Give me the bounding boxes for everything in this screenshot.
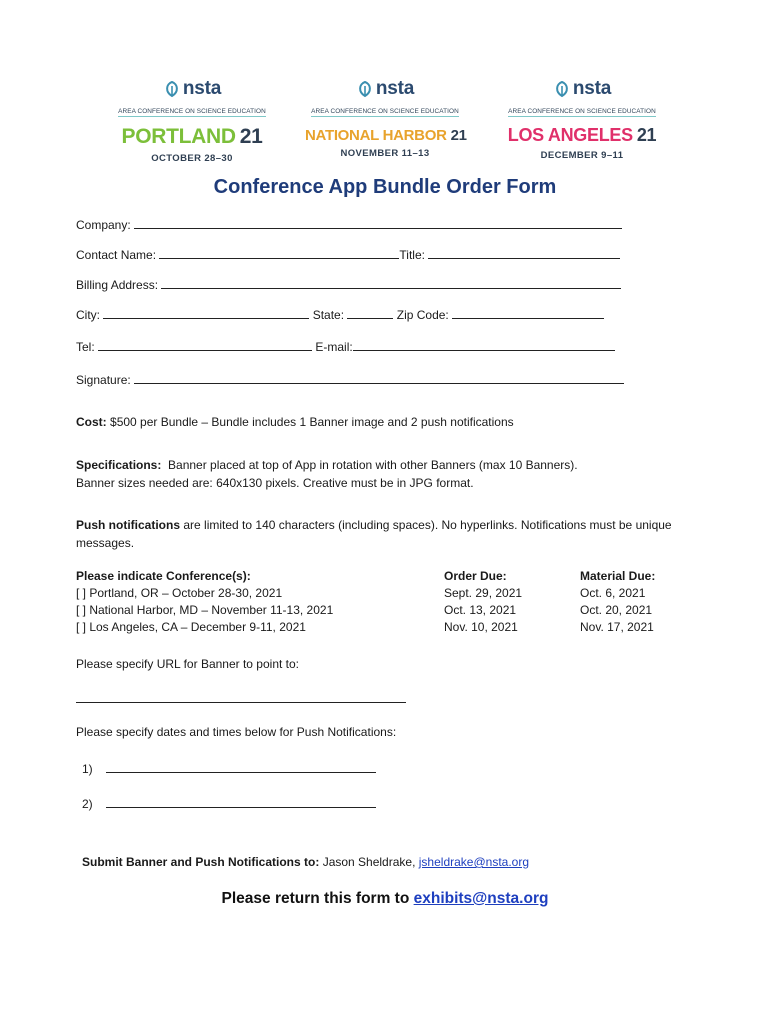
brand-name: nsta xyxy=(572,78,612,99)
event-dates: DECEMBER 9–11 xyxy=(540,150,624,161)
push-line-1 xyxy=(76,517,672,533)
event-name xyxy=(305,127,465,144)
city-field[interactable] xyxy=(103,306,309,319)
order-due-heading: Order Due: xyxy=(444,569,507,583)
submit-contact-name: Jason Sheldrake, xyxy=(322,855,416,869)
tel-field[interactable] xyxy=(98,338,312,351)
material-due-date: Oct. 20, 2021 xyxy=(580,603,653,617)
push-slot-number: 2) xyxy=(82,797,93,811)
cost-line xyxy=(76,414,514,430)
tel-label: Tel: xyxy=(76,340,95,354)
order-due-column xyxy=(444,568,522,636)
specs-label: Specifications: xyxy=(76,458,162,472)
nsta-leaf-icon xyxy=(553,80,571,98)
push-slot-2-field[interactable] xyxy=(106,795,376,808)
event-dates: OCTOBER 28–30 xyxy=(151,153,233,164)
state-field[interactable] xyxy=(347,306,393,319)
push-prompt: Please specify dates and times below for Push Notifications: xyxy=(76,725,397,739)
tagline: AREA CONFERENCE ON SCIENCE EDUCATION xyxy=(311,108,459,115)
event-city: LOS ANGELES xyxy=(507,125,633,145)
conference-option-los-angeles[interactable]: [ ] Los Angeles, CA – December 9-11, 2021 xyxy=(76,620,306,634)
billing-address-label: Billing Address: xyxy=(76,278,159,292)
contact-name-field[interactable] xyxy=(159,246,399,259)
event-name xyxy=(112,125,272,149)
push-label: Push notifications xyxy=(76,518,181,532)
cost-label: Cost: xyxy=(76,415,107,429)
order-due-date: Nov. 10, 2021 xyxy=(444,620,518,634)
conference-list xyxy=(76,568,333,636)
push-text-2: messages. xyxy=(76,536,135,550)
return-text: Please return this form to xyxy=(221,890,410,907)
company-label: Company: xyxy=(76,218,131,232)
tagline: AREA CONFERENCE ON SCIENCE EDUCATION xyxy=(118,108,266,115)
url-field[interactable] xyxy=(76,690,406,703)
url-prompt: Please specify URL for Banner to point to: xyxy=(76,657,300,671)
return-line xyxy=(0,890,770,908)
company-row xyxy=(76,216,622,233)
material-due-date: Oct. 6, 2021 xyxy=(580,586,646,600)
cost-text: $500 per Bundle – Bundle includes 1 Banner image and 2 push notifications xyxy=(110,415,514,429)
city-label: City: xyxy=(76,308,100,322)
conference-option-portland[interactable]: [ ] Portland, OR – October 28-30, 2021 xyxy=(76,586,283,600)
state-label: State: xyxy=(312,308,345,322)
billing-row xyxy=(76,276,621,293)
event-year: 21 xyxy=(239,125,263,148)
zip-label: Zip Code: xyxy=(396,308,449,322)
contact-row xyxy=(76,246,620,263)
portland-logo xyxy=(112,78,272,164)
conference-option-national-harbor[interactable]: [ ] National Harbor, MD – November 11-13, 2021 xyxy=(76,603,334,617)
los-angeles-logo xyxy=(502,78,662,161)
event-year: 21 xyxy=(450,127,467,144)
submit-label: Submit Banner and Push Notifications to: xyxy=(82,855,320,869)
signature-field[interactable] xyxy=(134,371,624,384)
material-due-date: Nov. 17, 2021 xyxy=(580,620,654,634)
form-title: Conference App Bundle Order Form xyxy=(213,176,557,198)
billing-address-field[interactable] xyxy=(161,276,621,289)
signature-label: Signature: xyxy=(76,373,131,387)
city-row xyxy=(76,306,604,323)
push-slot-1-field[interactable] xyxy=(106,760,376,773)
tagline: AREA CONFERENCE ON SCIENCE EDUCATION xyxy=(508,108,656,115)
conference-heading: Please indicate Conference(s): xyxy=(76,569,251,583)
title-field[interactable] xyxy=(428,246,620,259)
material-due-heading: Material Due: xyxy=(580,569,656,583)
push-slot-number: 1) xyxy=(82,762,93,776)
tel-row xyxy=(76,338,615,355)
order-due-date: Oct. 13, 2021 xyxy=(444,603,517,617)
specs-line-1 xyxy=(76,457,578,473)
order-due-date: Sept. 29, 2021 xyxy=(444,586,523,600)
email-field[interactable] xyxy=(353,338,615,351)
specs-text-2: Banner sizes needed are: 640x130 pixels. Creative must be in JPG format. xyxy=(76,476,474,490)
return-email-link[interactable]: exhibits@nsta.org xyxy=(413,890,549,907)
event-city: PORTLAND xyxy=(121,125,236,148)
brand-name: nsta xyxy=(182,78,222,99)
push-slot-row xyxy=(82,795,376,812)
url-row xyxy=(76,690,406,707)
event-dates: NOVEMBER 11–13 xyxy=(340,148,430,159)
nsta-leaf-icon xyxy=(356,80,374,98)
event-name xyxy=(502,125,662,146)
material-due-column xyxy=(580,568,655,636)
title-label: Title: xyxy=(399,248,425,262)
push-slot-row xyxy=(82,760,376,777)
submit-email-link[interactable]: jsheldrake@nsta.org xyxy=(418,855,530,869)
push-text-1: are limited to 140 characters (including spaces). No hyperlinks. Notifications must be unique xyxy=(183,518,672,532)
submit-line xyxy=(82,855,529,869)
national-harbor-logo xyxy=(305,78,465,159)
brand-name: nsta xyxy=(375,78,415,99)
company-field[interactable] xyxy=(134,216,622,229)
zip-field[interactable] xyxy=(452,306,604,319)
nsta-leaf-icon xyxy=(163,80,181,98)
event-year: 21 xyxy=(636,125,657,145)
email-label: E-mail: xyxy=(315,340,353,354)
specs-text-1: Banner placed at top of App in rotation with other Banners (max 10 Banners). xyxy=(168,458,578,472)
event-city: NATIONAL HARBOR xyxy=(305,127,447,144)
contact-name-label: Contact Name: xyxy=(76,248,157,262)
signature-row xyxy=(76,371,624,388)
